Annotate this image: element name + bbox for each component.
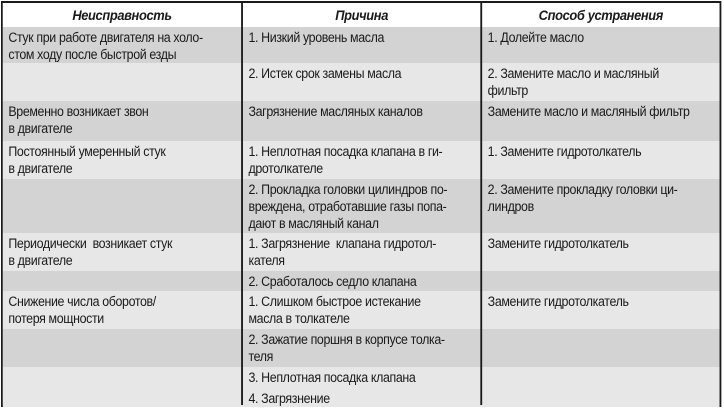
cause-cell — [243, 367, 480, 386]
cause-cell — [243, 141, 480, 177]
cell-text-line: фильтр — [487, 83, 528, 98]
cause-cell — [243, 27, 480, 46]
fault-cell — [3, 179, 240, 181]
table-row — [3, 27, 720, 63]
cell-text-line: в двигателе — [8, 253, 73, 268]
cause-cell — [243, 271, 480, 290]
table-row — [3, 388, 720, 407]
cell-text-line: кателя — [248, 253, 285, 268]
remedy-cell — [482, 271, 719, 273]
cell-text-line: 2. Сработалось седло клапана — [248, 274, 417, 289]
fault-cell — [3, 291, 240, 327]
cell-text-line: Замените гидротолкатель — [487, 294, 629, 309]
fault-cell — [3, 271, 240, 273]
cause-cell — [243, 101, 480, 120]
header-fault: Неисправность — [72, 7, 172, 23]
fault-cell — [3, 63, 240, 65]
cause-cell — [243, 63, 480, 82]
cell-text-line: масла в толкателе — [248, 311, 350, 326]
cell-text-line: 1. Долейте масло — [487, 30, 584, 45]
table-header — [3, 3, 720, 29]
cell-text-line: дротолкателе — [248, 161, 323, 176]
cell-text-line: теля — [248, 349, 274, 364]
fault-cell — [3, 367, 240, 369]
cell-text-line: 1. Замените гидротолкатель — [487, 144, 642, 159]
cell-text-line: 3. Неплотная посадка клапана — [248, 370, 416, 385]
remedy-cell — [482, 388, 719, 390]
cell-text-line: 1. Неплотная посадка клапана в ги- — [248, 144, 443, 159]
table-row — [3, 101, 720, 141]
table-row — [3, 141, 720, 179]
cell-text-line: 2. Замените прокладку головки ци- — [487, 182, 678, 197]
cell-text-line: Стук при работе двигателя на холо- — [8, 30, 203, 45]
cell-text-line: Замените гидротолкатель — [487, 236, 629, 251]
column-divider — [480, 3, 482, 405]
cell-text-line: 1. Слишком быстрое истекание — [248, 294, 421, 309]
header-remedy: Способ устранения — [538, 7, 664, 23]
cell-text-line: в двигателе — [8, 161, 73, 176]
fault-cell — [3, 329, 240, 331]
remedy-cell — [482, 179, 719, 215]
fault-cell — [3, 101, 240, 137]
cause-cell — [243, 388, 480, 407]
cell-text-line: потеря мощности — [8, 311, 104, 326]
cell-text-line: вреждена, отработавшие газы попа- — [248, 199, 447, 214]
cell-text-line: стом ходу после быстрой езды — [8, 47, 177, 62]
cause-cell — [243, 329, 480, 365]
cell-text-line: 2. Истек срок замены масла — [248, 66, 402, 81]
table-row — [3, 291, 720, 329]
fault-cell — [3, 233, 240, 269]
table-row — [3, 179, 720, 233]
column-divider — [241, 3, 243, 405]
remedy-cell — [482, 63, 719, 99]
cell-text-line: 2. Прокладка головки цилиндров по- — [248, 182, 448, 197]
table-row — [3, 63, 720, 101]
cause-cell — [243, 179, 480, 232]
cell-text-line: Постоянный умеренный стук — [8, 144, 166, 159]
cell-text-line: 1. Низкий уровень масла — [248, 30, 385, 45]
cell-text-line: в двигателе — [8, 121, 73, 136]
fault-cell — [3, 141, 240, 177]
cell-text-line: Снижение числа оборотов/ — [8, 294, 156, 309]
cell-text-line: Временно возникает звон — [8, 104, 149, 119]
cell-text-line: 1. Загрязнение клапана гидротол- — [248, 236, 437, 251]
cause-cell — [243, 291, 480, 327]
troubleshooting-table — [1, 1, 721, 407]
cell-text-line: 4. Загрязнение — [248, 391, 330, 406]
remedy-cell — [482, 233, 719, 252]
remedy-cell — [482, 27, 719, 46]
cell-text-line: дают в масляный канал — [248, 216, 379, 231]
cell-text-line: Загрязнение масляных каналов — [248, 104, 423, 119]
remedy-cell — [482, 329, 719, 331]
cause-cell — [243, 233, 480, 269]
table-row — [3, 271, 720, 291]
table-row — [3, 367, 720, 388]
cell-text-line: 2. Замените масло и масляный — [487, 66, 659, 81]
fault-cell — [3, 388, 240, 390]
remedy-cell — [482, 101, 719, 120]
table-row — [3, 329, 720, 367]
fault-cell — [3, 27, 240, 63]
cell-text-line: линдров — [487, 199, 534, 214]
remedy-cell — [482, 291, 719, 310]
header-cause: Причина — [335, 7, 389, 23]
remedy-cell — [482, 367, 719, 369]
cell-text-line: Замените масло и масляный фильтр — [487, 104, 690, 119]
table-row — [3, 233, 720, 271]
cell-text-line: Периодически возникает стук — [8, 236, 173, 251]
remedy-cell — [482, 141, 719, 160]
cell-text-line: 2. Зажатие поршня в корпусе толка- — [248, 332, 445, 347]
